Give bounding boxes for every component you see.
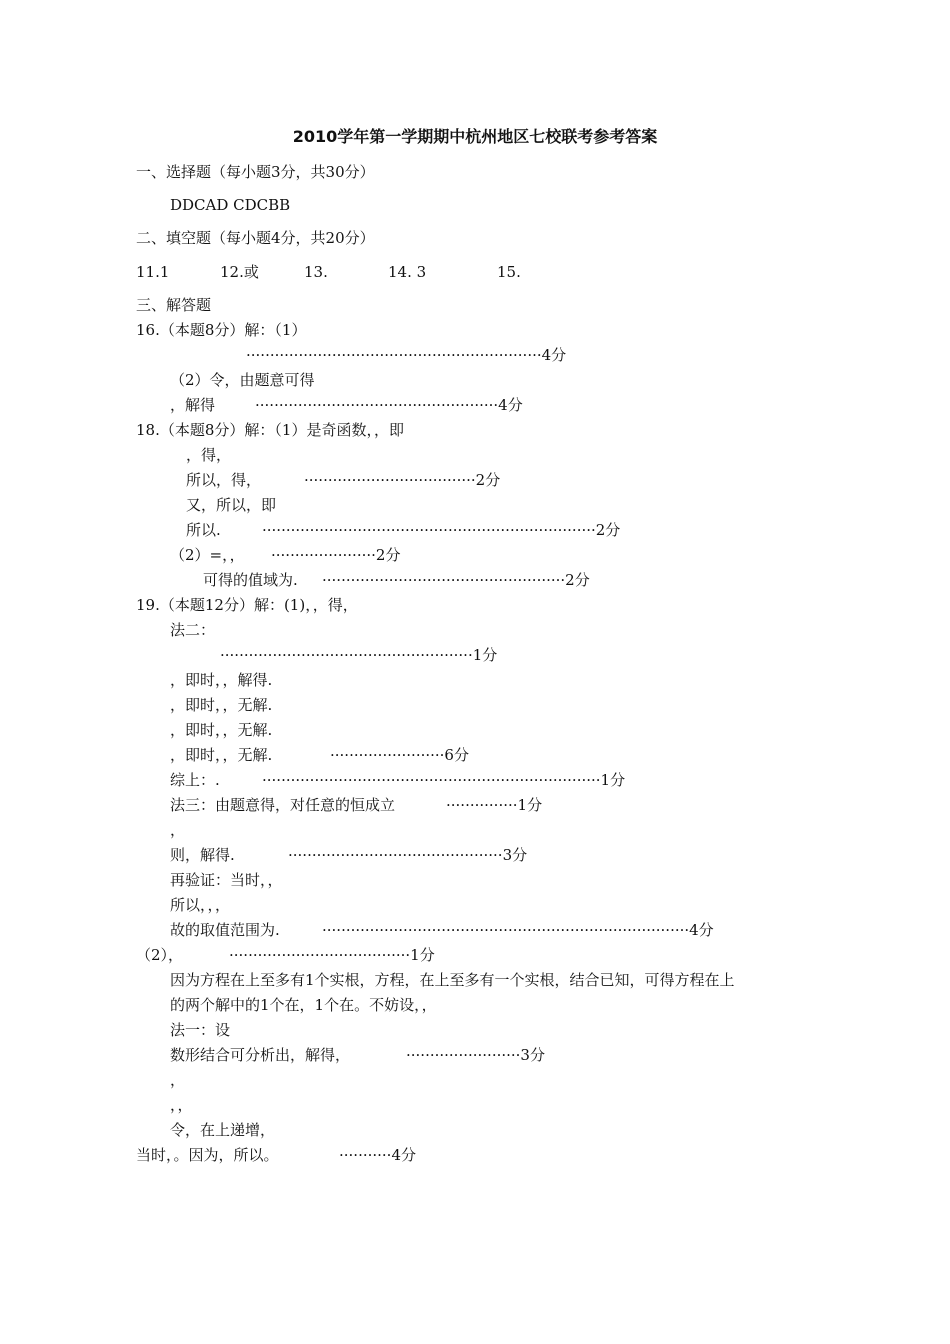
solution-line: 因为方程在上至多有1个实根，方程，在上至多有一个实根，结合已知，可得方程在上: [170, 971, 735, 989]
score-leader: ···············1分: [446, 796, 543, 814]
solution-line: （2）令，由题意可得: [170, 371, 315, 389]
solution-line: （2）=，，: [170, 546, 245, 564]
solution-line: 当时，。因为，所以。: [136, 1146, 279, 1164]
solution-line: 所以，，，: [170, 896, 231, 914]
solution-line: 法三：由题意得，对任意的恒成立: [170, 796, 396, 814]
problem-heading: 19.（本题12分）解：(1)，，得，: [136, 596, 358, 614]
score-leader: ·······································································1分: [262, 771, 626, 789]
solution-line: 的两个解中的1个在，1个在。不妨设，，: [170, 996, 437, 1014]
solution-line: ，即时，，无解.: [170, 746, 273, 764]
solution-line: 又，所以，即: [186, 496, 277, 514]
score-leader: ······································································2分: [262, 521, 621, 539]
solution-line: 故的取值范围为.: [170, 921, 280, 939]
answer-text: 13.: [304, 263, 328, 281]
solution-line: ，: [170, 821, 186, 839]
solution-line: ，解得: [170, 396, 216, 414]
solution-line: 则，解得.: [170, 846, 235, 864]
score-leader: ····································2分: [304, 471, 501, 489]
score-leader: ······················2分: [271, 546, 401, 564]
solution-line: 数形结合可分析出，解得，: [170, 1046, 351, 1064]
solution-line: ，，: [170, 1096, 193, 1114]
problem-heading: 16.（本题8分）解：（1）: [136, 321, 307, 339]
solution-line: ，: [170, 1071, 186, 1089]
answer-text: 11.1: [136, 263, 170, 281]
section-heading: 三、解答题: [136, 296, 212, 314]
solution-line: 令，在上递增，: [170, 1121, 276, 1139]
solution-line: （2），: [136, 946, 184, 964]
score-leader: ·············································································4分: [322, 921, 714, 939]
solution-line: ，即时，，解得.: [170, 671, 273, 689]
section-heading: 一、选择题（每小题3分，共30分）: [136, 163, 375, 181]
solution-line: 所以.: [186, 521, 221, 539]
solution-line: 所以，得，: [186, 471, 262, 489]
answer-text: 14. 3: [388, 263, 427, 281]
score-leader: ·····················································1分: [220, 646, 498, 664]
answer-text: 12.或: [220, 263, 259, 281]
solution-line: ，得，: [186, 446, 232, 464]
problem-heading: 18.（本题8分）解：（1）是奇函数，，即: [136, 421, 404, 439]
answer-text: 15.: [497, 263, 521, 281]
solution-line: 法二：: [170, 621, 216, 639]
solution-line: 再验证：当时，，: [170, 871, 283, 889]
score-leader: ·············································3分: [288, 846, 528, 864]
score-leader: ······························································4分: [246, 346, 567, 364]
section-heading: 二、填空题（每小题4分，共20分）: [136, 229, 375, 247]
solution-line: 综上：.: [170, 771, 220, 789]
score-leader: ···········4分: [339, 1146, 416, 1164]
score-leader: ···················································2分: [322, 571, 590, 589]
answer-text: DDCAD CDCBB: [170, 196, 291, 214]
score-leader: ······································1分: [229, 946, 435, 964]
solution-line: ，即时，，无解.: [170, 721, 273, 739]
score-leader: ························6分: [330, 746, 469, 764]
page-title: 2010学年第一学期期中杭州地区七校联考参考答案: [292, 127, 658, 146]
score-leader: ···················································4分: [255, 396, 523, 414]
solution-line: 可得的值域为.: [203, 571, 298, 589]
solution-line: 法一：设: [170, 1021, 231, 1039]
solution-line: ，即时，，无解.: [170, 696, 273, 714]
score-leader: ························3分: [406, 1046, 545, 1064]
